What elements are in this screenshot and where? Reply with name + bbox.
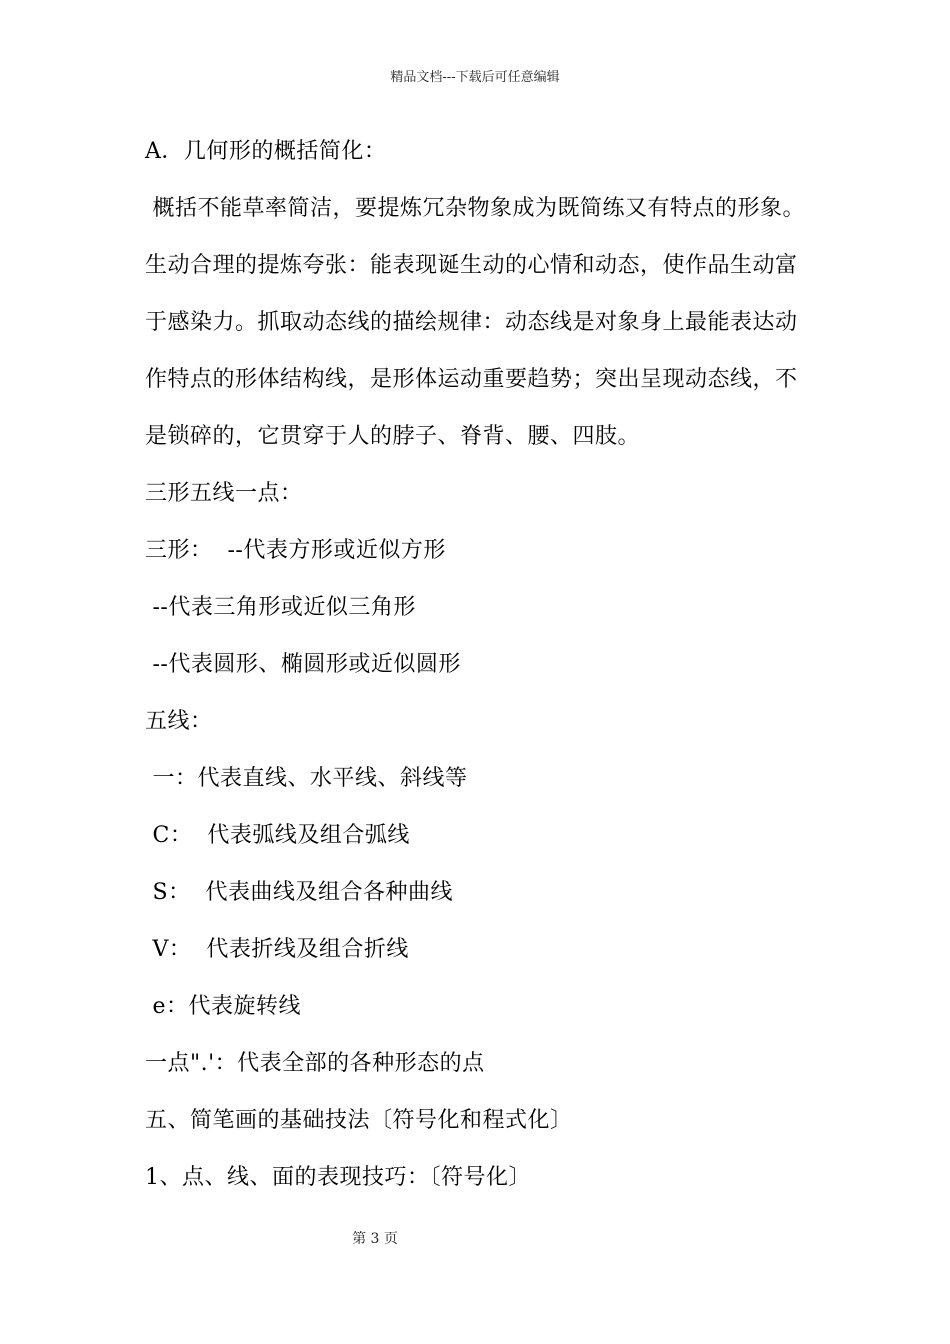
text-line: 一：代表直线、水平线、斜线等 (145, 766, 468, 791)
text-line: C： 代表弧线及组合弧线 (145, 823, 410, 848)
text-line: 一点".'：代表全部的各种形态的点 (145, 1051, 485, 1076)
text-line: 概括不能草率简洁，要提炼冗杂物象成为既简练又有特点的形象。 (145, 196, 805, 221)
text-line: 三形五线一点： (145, 481, 303, 506)
text-line: 是锁碎的，它贯穿于人的脖子、脊背、腰、四肢。 (145, 424, 641, 449)
page-footer: 第 3 页 (352, 1231, 398, 1247)
text-line: 五、简笔画的基础技法〔符号化和程式化〕 (145, 1108, 573, 1133)
text-line: 于感染力。抓取动态线的描绘规律：动态线是对象身上最能表达动 (145, 310, 798, 335)
text-line: 五线： (145, 709, 213, 734)
page-header: 精品文档---下载后可任意编辑 (390, 70, 560, 85)
text-line: V： 代表折线及组合折线 (145, 937, 409, 962)
text-line: 1、点、线、面的表现技巧：〔符号化〕 (145, 1165, 531, 1190)
text-line: 作特点的形体结构线，是形体运动重要趋势；突出呈现动态线，不 (145, 367, 798, 392)
text-line: S： 代表曲线及组合各种曲线 (145, 880, 454, 905)
text-line: 三形： --代表方形或近似方形 (145, 538, 446, 563)
text-line: A．几何形的概括简化： (145, 139, 387, 164)
text-line: 生动合理的提炼夸张：能表现诞生动的心情和动态，使作品生动富 (145, 253, 798, 278)
text-line: e：代表旋转线 (145, 994, 302, 1019)
text-line: --代表三角形或近似三角形 (145, 595, 416, 620)
text-line: --代表圆形、椭圆形或近似圆形 (145, 652, 461, 677)
